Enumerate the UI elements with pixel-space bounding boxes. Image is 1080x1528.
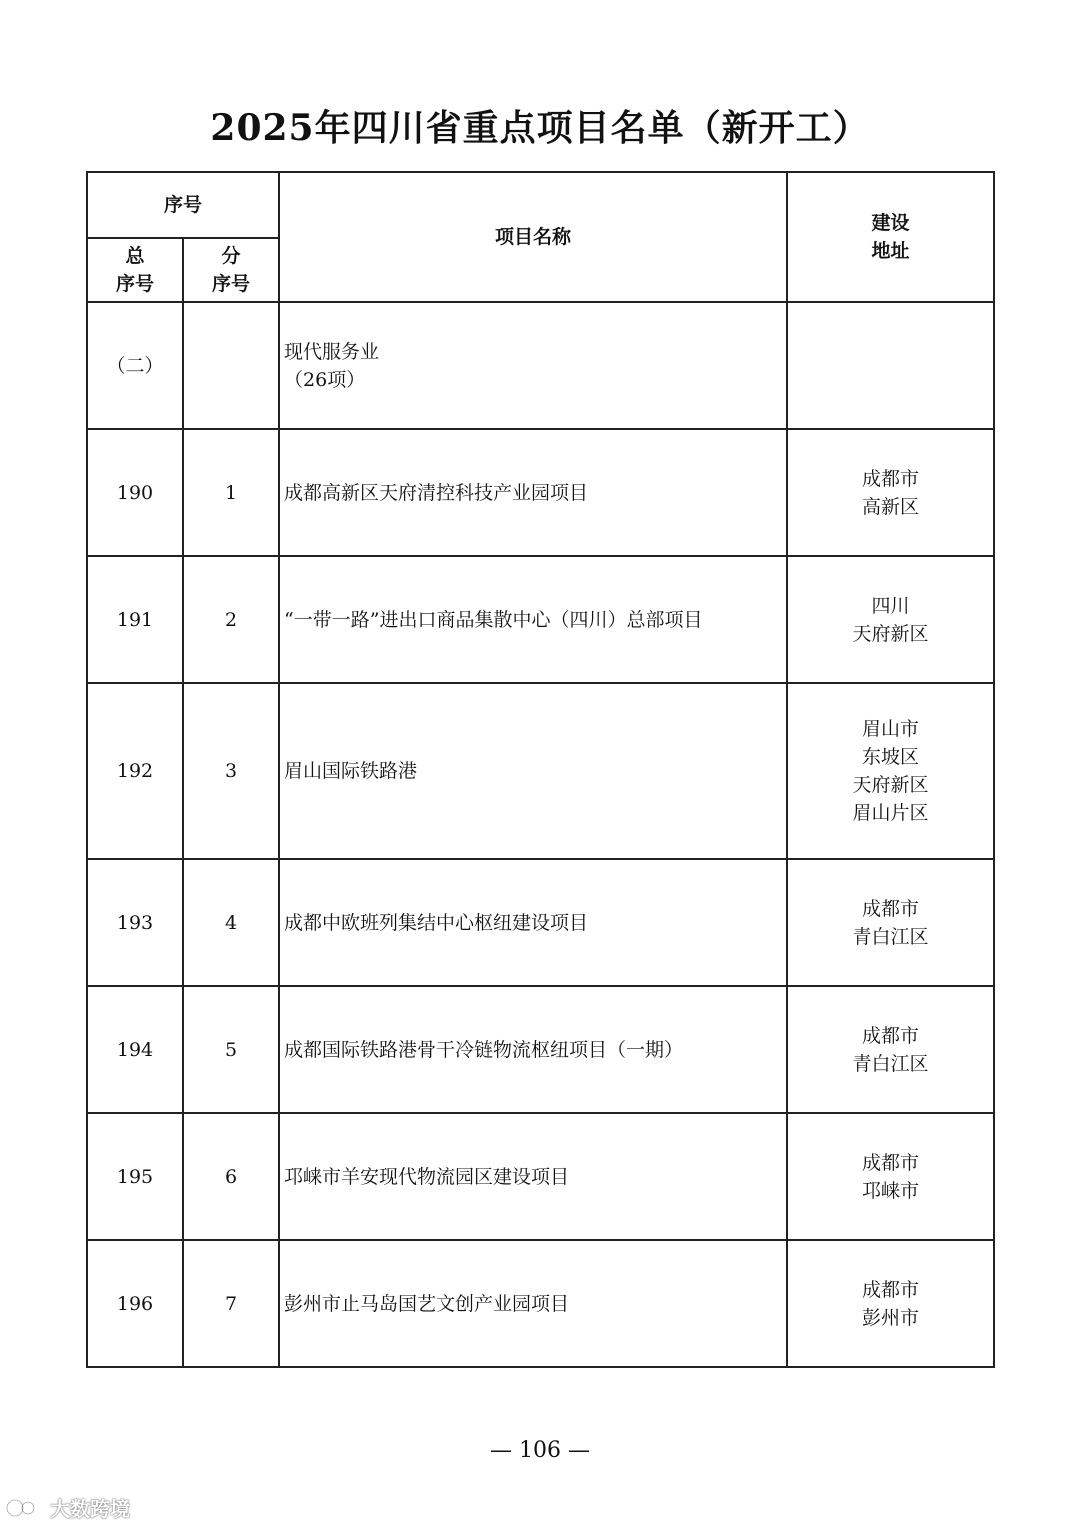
location-line: 成都市 [862,897,920,920]
total-seq-cell: 194 [87,986,183,1113]
project-name-cell: 成都国际铁路港骨干冷链物流枢纽项目（一期） [279,986,787,1113]
table-row [87,1240,994,1367]
sub-seq-cell: 3 [183,683,279,859]
location-cell [787,429,994,556]
location-cell [787,859,994,986]
table-row [87,683,994,859]
total-seq-cell: 192 [87,683,183,859]
project-name-cell: 成都中欧班列集结中心枢纽建设项目 [279,859,787,986]
section-name-line-1: 现代服务业 [284,340,380,363]
watermark [6,1493,130,1522]
sub-seq-cell: 5 [183,986,279,1113]
page-number: — 106 — [490,1438,590,1463]
location-cell [787,986,994,1113]
total-seq-header-line-1: 总 [125,245,145,267]
project-name-cell: “一带一路”进出口商品集散中心（四川）总部项目 [279,556,787,683]
project-name-cell: 邛崃市羊安现代物流园区建设项目 [279,1113,787,1240]
section-name [279,302,787,429]
location-header-line-2: 地址 [871,240,910,262]
table-row [87,556,994,683]
location-line: 青白江区 [852,925,929,948]
location-line: 东坡区 [862,746,920,768]
location-line: 成都市 [862,1278,920,1301]
location-cell [787,556,994,683]
location-header [787,172,994,302]
total-seq-cell: 190 [87,429,183,556]
section-name-line-2: （26项） [284,368,366,391]
location-line: 彭州市 [862,1306,920,1329]
project-name-header: 项目名称 [279,172,787,302]
sub-seq-header-line-1: 分 [221,245,241,267]
location-line: 天府新区 [852,774,929,796]
location-line: 眉山片区 [852,802,929,824]
location-line: 成都市 [862,1024,920,1047]
sub-seq-cell: 1 [183,429,279,556]
location-line: 眉山市 [862,718,920,740]
location-header-line-1: 建设 [871,212,910,234]
project-name-cell: 彭州市止马岛国艺文创产业园项目 [279,1240,787,1367]
watermark-text: 大数跨境 [50,1497,130,1521]
sub-seq-cell: 6 [183,1113,279,1240]
table-row [87,986,994,1113]
table-row [87,859,994,986]
total-seq-cell: 196 [87,1240,183,1367]
total-seq-cell: 191 [87,556,183,683]
location-line: 邛崃市 [862,1179,920,1202]
document-title: 2025年四川省重点项目名单（新开工） [210,107,870,149]
total-seq-header [87,238,183,302]
location-line: 成都市 [862,467,920,490]
location-cell [787,683,994,859]
watermark-logo-icon [6,1495,46,1521]
sub-seq-cell: 2 [183,556,279,683]
project-name-cell: 眉山国际铁路港 [279,683,787,859]
location-line: 高新区 [862,495,920,518]
location-line: 天府新区 [852,622,929,645]
location-cell [787,1240,994,1367]
project-name-cell: 成都高新区天府清控科技产业园项目 [279,429,787,556]
location-line: 青白江区 [852,1052,929,1075]
total-seq-header-line-2: 序号 [115,273,154,295]
total-seq-cell: 195 [87,1113,183,1240]
sub-seq-header [183,238,279,302]
sub-seq-cell: 7 [183,1240,279,1367]
location-line: 成都市 [862,1151,920,1174]
seq-header: 序号 [87,172,279,238]
header-row-1 [87,172,994,238]
sub-seq-cell: 4 [183,859,279,986]
section-sub-empty [183,302,279,429]
sub-seq-header-line-2: 序号 [212,273,251,295]
section-label: （二） [87,302,183,429]
location-line: 四川 [871,594,910,617]
total-seq-cell: 193 [87,859,183,986]
location-cell [787,1113,994,1240]
table-row [87,1113,994,1240]
section-location-empty [787,302,994,429]
section-row [87,302,994,429]
project-table [86,171,995,1368]
table-row [87,429,994,556]
